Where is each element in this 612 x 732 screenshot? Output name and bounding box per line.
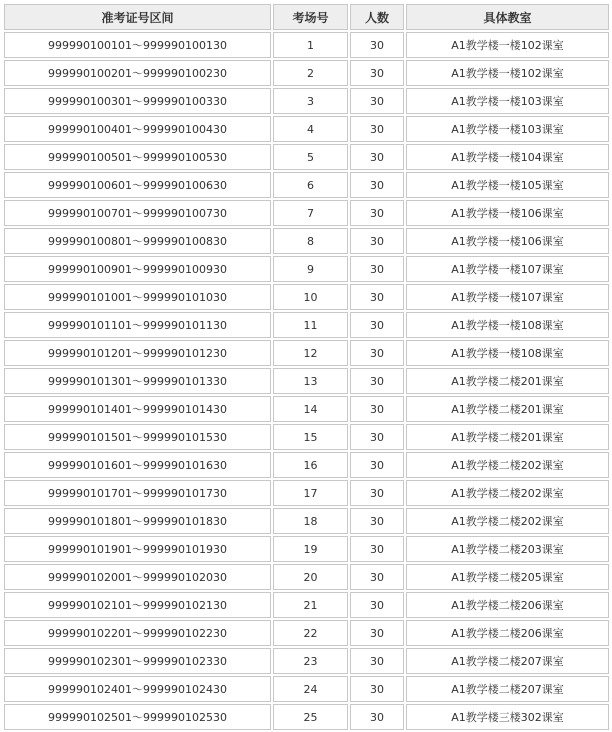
classroom-cell: A1教学楼二楼202课室 [406, 508, 609, 534]
classroom-cell: A1教学楼一楼106课室 [406, 200, 609, 226]
classroom-cell: A1教学楼一楼105课室 [406, 172, 609, 198]
ticket-range-cell: 999990101101～999990101130 [4, 312, 271, 338]
table-row [4, 676, 609, 702]
room-number-cell: 5 [273, 144, 348, 170]
count-cell: 30 [350, 452, 404, 478]
room-number-cell: 6 [273, 172, 348, 198]
room-number-cell: 3 [273, 88, 348, 114]
table-row [4, 312, 609, 338]
room-number-cell: 8 [273, 228, 348, 254]
table-row [4, 200, 609, 226]
room-number-cell: 12 [273, 340, 348, 366]
table-row [4, 620, 609, 646]
room-number-cell: 14 [273, 396, 348, 422]
table-row [4, 88, 609, 114]
count-cell: 30 [350, 312, 404, 338]
table-row [4, 284, 609, 310]
table-row [4, 32, 609, 58]
room-number-cell: 23 [273, 648, 348, 674]
header-room-number: 考场号 [273, 4, 348, 30]
ticket-range-cell: 999990102201～999990102230 [4, 620, 271, 646]
table-row [4, 564, 609, 590]
classroom-cell: A1教学楼二楼201课室 [406, 424, 609, 450]
ticket-range-cell: 999990100101～999990100130 [4, 32, 271, 58]
room-number-cell: 25 [273, 704, 348, 730]
count-cell: 30 [350, 228, 404, 254]
classroom-cell: A1教学楼二楼201课室 [406, 368, 609, 394]
table-row [4, 452, 609, 478]
ticket-range-cell: 999990102101～999990102130 [4, 592, 271, 618]
ticket-range-cell: 999990100901～999990100930 [4, 256, 271, 282]
count-cell: 30 [350, 144, 404, 170]
room-number-cell: 21 [273, 592, 348, 618]
ticket-range-cell: 999990101501～999990101530 [4, 424, 271, 450]
table-row [4, 368, 609, 394]
classroom-cell: A1教学楼二楼201课室 [406, 396, 609, 422]
classroom-cell: A1教学楼一楼103课室 [406, 116, 609, 142]
table-row [4, 592, 609, 618]
classroom-cell: A1教学楼一楼103课室 [406, 88, 609, 114]
count-cell: 30 [350, 116, 404, 142]
room-number-cell: 22 [273, 620, 348, 646]
table-body [4, 32, 609, 730]
count-cell: 30 [350, 620, 404, 646]
ticket-range-cell: 999990102001～999990102030 [4, 564, 271, 590]
room-number-cell: 10 [273, 284, 348, 310]
ticket-range-cell: 999990100301～999990100330 [4, 88, 271, 114]
count-cell: 30 [350, 536, 404, 562]
count-cell: 30 [350, 32, 404, 58]
count-cell: 30 [350, 704, 404, 730]
table-row [4, 424, 609, 450]
ticket-range-cell: 999990101801～999990101830 [4, 508, 271, 534]
header-ticket-range: 准考证号区间 [4, 4, 271, 30]
room-number-cell: 1 [273, 32, 348, 58]
room-number-cell: 11 [273, 312, 348, 338]
count-cell: 30 [350, 200, 404, 226]
room-number-cell: 19 [273, 536, 348, 562]
classroom-cell: A1教学楼二楼202课室 [406, 452, 609, 478]
room-number-cell: 20 [273, 564, 348, 590]
classroom-cell: A1教学楼一楼104课室 [406, 144, 609, 170]
count-cell: 30 [350, 564, 404, 590]
classroom-cell: A1教学楼三楼302课室 [406, 704, 609, 730]
ticket-range-cell: 999990100601～999990100630 [4, 172, 271, 198]
ticket-range-cell: 999990102401～999990102430 [4, 676, 271, 702]
table-row [4, 228, 609, 254]
table-row [4, 116, 609, 142]
table-row [4, 256, 609, 282]
room-number-cell: 4 [273, 116, 348, 142]
classroom-cell: A1教学楼一楼102课室 [406, 32, 609, 58]
count-cell: 30 [350, 60, 404, 86]
ticket-range-cell: 999990100501～999990100530 [4, 144, 271, 170]
count-cell: 30 [350, 256, 404, 282]
ticket-range-cell: 999990100701～999990100730 [4, 200, 271, 226]
ticket-range-cell: 999990101401～999990101430 [4, 396, 271, 422]
ticket-range-cell: 999990101001～999990101030 [4, 284, 271, 310]
classroom-cell: A1教学楼一楼107课室 [406, 256, 609, 282]
table-row [4, 396, 609, 422]
count-cell: 30 [350, 172, 404, 198]
room-number-cell: 18 [273, 508, 348, 534]
ticket-range-cell: 999990102301～999990102330 [4, 648, 271, 674]
table-row [4, 340, 609, 366]
ticket-range-cell: 999990100401～999990100430 [4, 116, 271, 142]
classroom-cell: A1教学楼二楼207课室 [406, 676, 609, 702]
classroom-cell: A1教学楼二楼207课室 [406, 648, 609, 674]
table-row [4, 508, 609, 534]
header-classroom: 具体教室 [406, 4, 609, 30]
room-number-cell: 16 [273, 452, 348, 478]
room-number-cell: 15 [273, 424, 348, 450]
room-number-cell: 24 [273, 676, 348, 702]
classroom-cell: A1教学楼二楼206课室 [406, 620, 609, 646]
room-number-cell: 17 [273, 480, 348, 506]
count-cell: 30 [350, 480, 404, 506]
ticket-range-cell: 999990100801～999990100830 [4, 228, 271, 254]
table-row [4, 480, 609, 506]
ticket-range-cell: 999990102501～999990102530 [4, 704, 271, 730]
count-cell: 30 [350, 424, 404, 450]
header-count: 人数 [350, 4, 404, 30]
table-row [4, 648, 609, 674]
ticket-range-cell: 999990100201～999990100230 [4, 60, 271, 86]
count-cell: 30 [350, 396, 404, 422]
ticket-range-cell: 999990101201～999990101230 [4, 340, 271, 366]
room-number-cell: 2 [273, 60, 348, 86]
count-cell: 30 [350, 676, 404, 702]
ticket-range-cell: 999990101701～999990101730 [4, 480, 271, 506]
count-cell: 30 [350, 284, 404, 310]
count-cell: 30 [350, 88, 404, 114]
exam-room-table [2, 2, 611, 732]
table-row [4, 60, 609, 86]
classroom-cell: A1教学楼二楼202课室 [406, 480, 609, 506]
classroom-cell: A1教学楼二楼206课室 [406, 592, 609, 618]
table-header-row [4, 4, 609, 30]
classroom-cell: A1教学楼一楼108课室 [406, 340, 609, 366]
table-row [4, 536, 609, 562]
count-cell: 30 [350, 340, 404, 366]
room-number-cell: 9 [273, 256, 348, 282]
classroom-cell: A1教学楼一楼108课室 [406, 312, 609, 338]
table-row [4, 704, 609, 730]
count-cell: 30 [350, 368, 404, 394]
room-number-cell: 7 [273, 200, 348, 226]
table-row [4, 172, 609, 198]
classroom-cell: A1教学楼一楼106课室 [406, 228, 609, 254]
classroom-cell: A1教学楼一楼102课室 [406, 60, 609, 86]
classroom-cell: A1教学楼二楼203课室 [406, 536, 609, 562]
ticket-range-cell: 999990101601～999990101630 [4, 452, 271, 478]
count-cell: 30 [350, 508, 404, 534]
classroom-cell: A1教学楼一楼107课室 [406, 284, 609, 310]
count-cell: 30 [350, 648, 404, 674]
ticket-range-cell: 999990101901～999990101930 [4, 536, 271, 562]
ticket-range-cell: 999990101301～999990101330 [4, 368, 271, 394]
table-row [4, 144, 609, 170]
room-number-cell: 13 [273, 368, 348, 394]
count-cell: 30 [350, 592, 404, 618]
classroom-cell: A1教学楼二楼205课室 [406, 564, 609, 590]
